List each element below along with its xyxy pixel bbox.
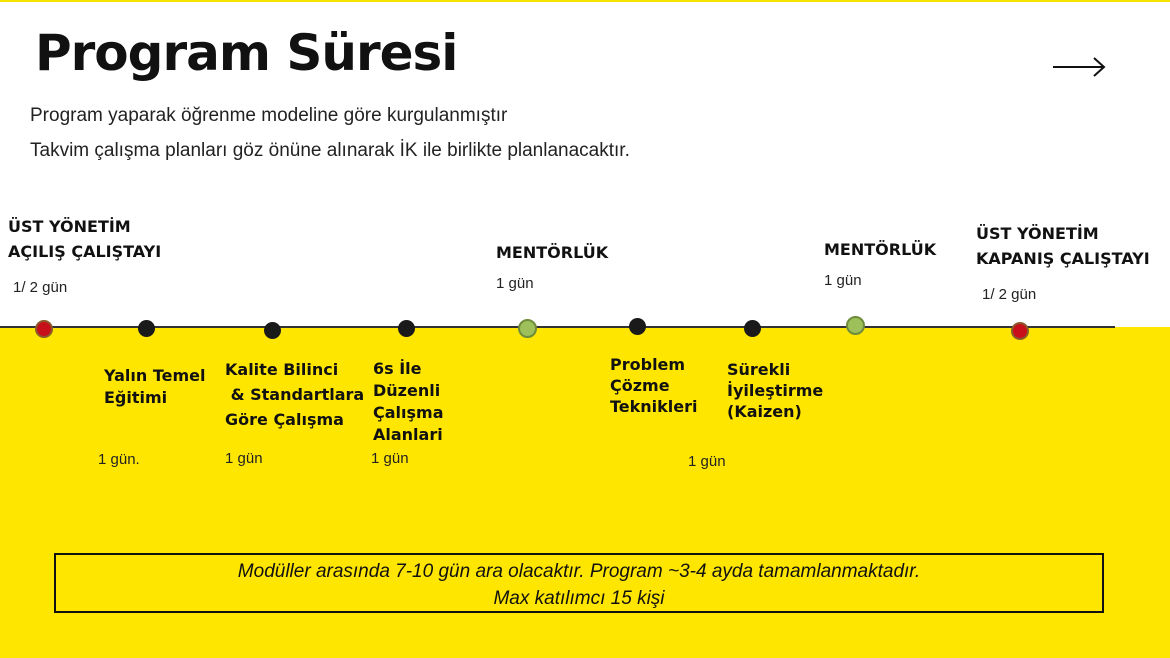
module-label-5: Sürekli İyileştirme (Kaizen)	[727, 360, 824, 421]
marker-module-5	[744, 320, 761, 337]
arrow-right-icon[interactable]	[1052, 56, 1108, 78]
milestone-label-mentoring-1: MENTÖRLÜK	[496, 243, 609, 262]
module-duration-shared: 1 gün	[688, 453, 726, 470]
subtitle-line-1: Program yaparak öğrenme modeline göre kurgulanmıştır	[30, 105, 508, 126]
marker-mentoring-2	[846, 316, 865, 335]
milestone-label-closing: ÜST YÖNETİM KAPANIŞ ÇALIŞTAYI	[976, 224, 1150, 268]
page-title: Program Süresi	[35, 24, 458, 82]
milestone-duration-opening: 1/ 2 gün	[13, 279, 68, 296]
marker-module-4	[629, 318, 646, 335]
milestone-duration-closing: 1/ 2 gün	[982, 286, 1037, 303]
note-box	[54, 553, 1104, 613]
marker-closing	[1011, 322, 1029, 340]
milestone-label-opening: ÜST YÖNETİM AÇILIŞ ÇALIŞTAYI	[8, 217, 162, 261]
module-duration-2: 1 gün	[225, 450, 263, 467]
milestone-label-mentoring-2: MENTÖRLÜK	[824, 240, 937, 259]
module-label-2: Kalite Bilinci & Standartlara Göre Çalışma	[225, 360, 365, 429]
timeline-line	[0, 326, 1115, 328]
marker-module-2	[264, 322, 281, 339]
top-accent-line	[0, 0, 1170, 2]
milestone-duration-mentoring-2: 1 gün	[824, 272, 862, 289]
milestone-duration-mentoring-1: 1 gün	[496, 275, 534, 292]
module-label-1: Yalın Temel Eğitimi	[104, 366, 206, 407]
note-line-1: Modüller arasında 7-10 gün ara olacaktır. Program ~3-4 ayda tamamlanmaktadır.	[237, 561, 921, 582]
module-label-3: 6s İle Düzenli Çalışma Alanlari	[373, 359, 444, 444]
marker-module-1	[138, 320, 155, 337]
module-duration-3: 1 gün	[371, 450, 409, 467]
subtitle-line-2: Takvim çalışma planları göz önüne alınarak İK ile birlikte planlanacaktır.	[30, 140, 630, 161]
marker-module-3	[398, 320, 415, 337]
module-duration-1: 1 gün.	[98, 451, 140, 468]
note-line-2: Max katılımcı 15 kişi	[493, 588, 665, 609]
marker-opening	[35, 320, 53, 338]
module-label-4: Problem Çözme Teknikleri	[610, 355, 698, 416]
marker-mentoring-1	[518, 319, 537, 338]
